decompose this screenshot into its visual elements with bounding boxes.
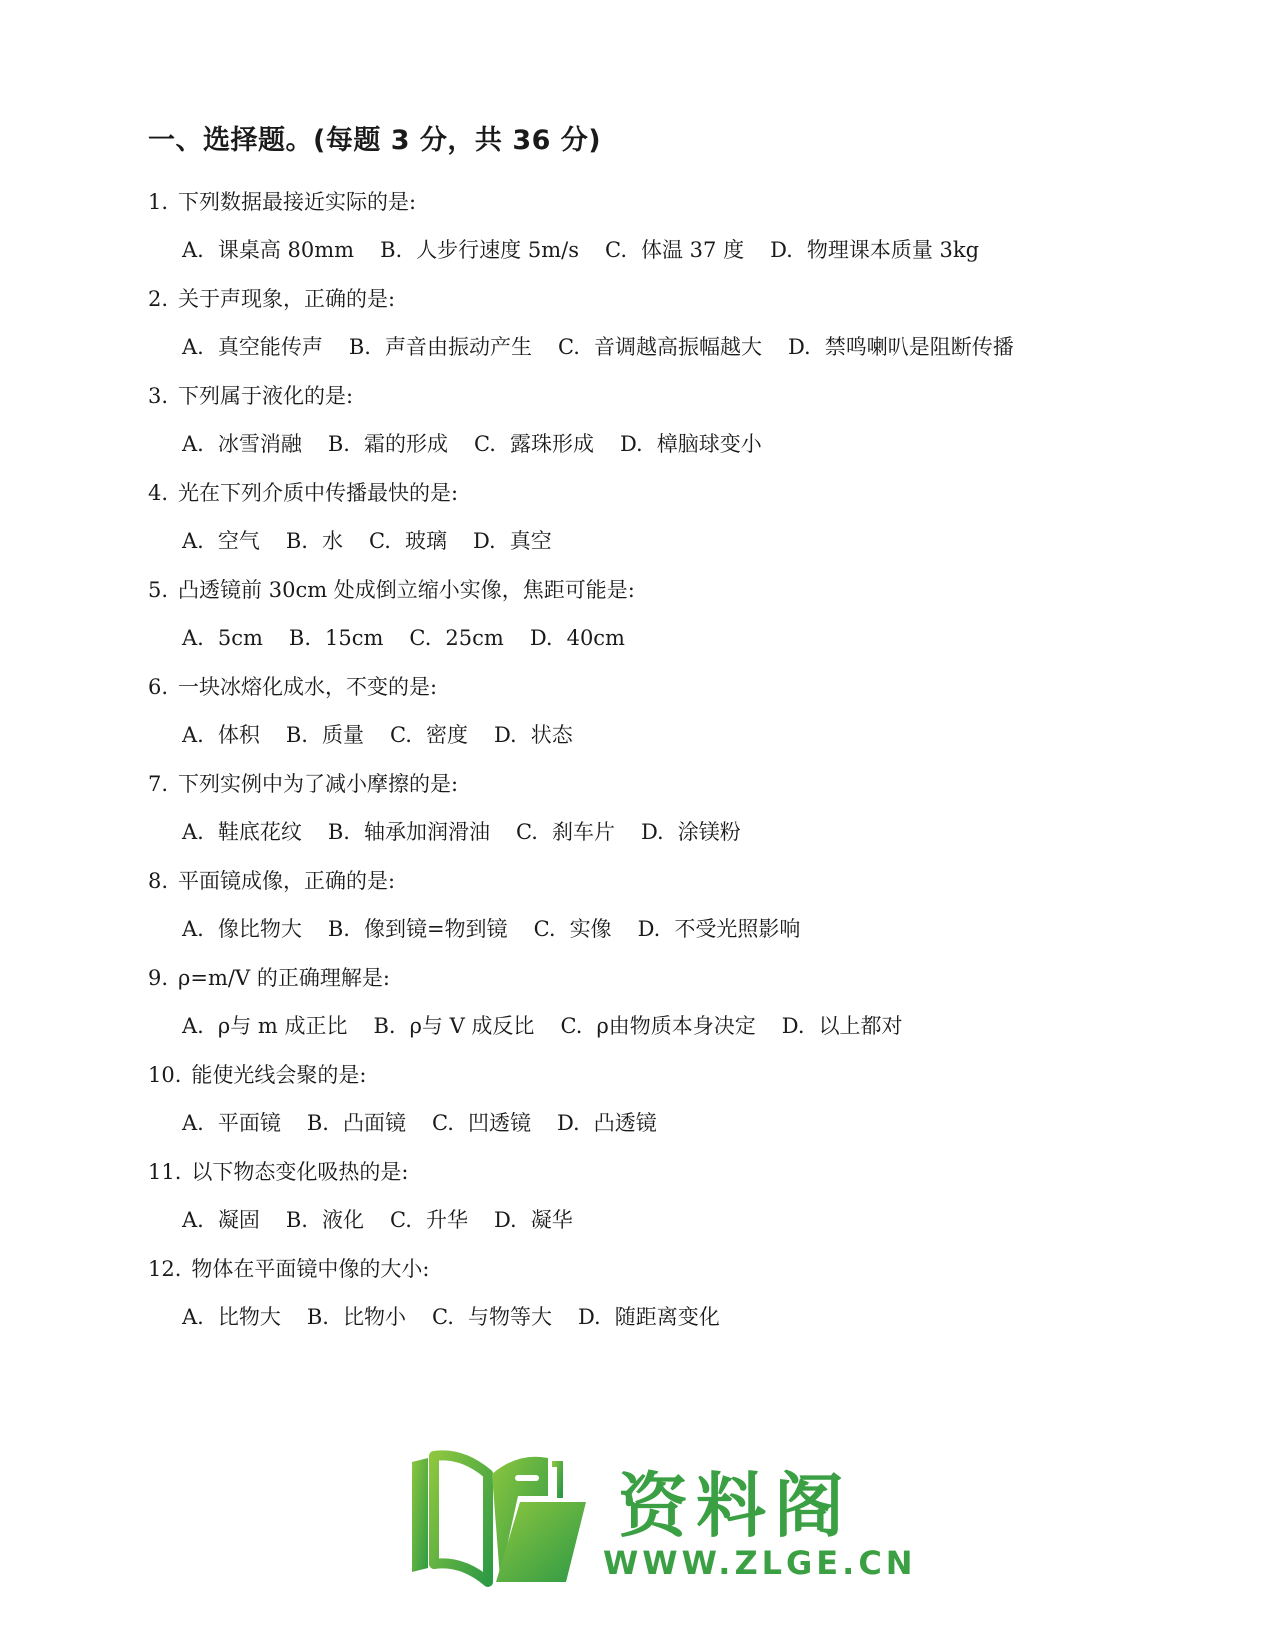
answer-option xyxy=(286,523,343,559)
answer-option xyxy=(390,1202,468,1238)
book-icon xyxy=(400,1448,600,1588)
answer-option xyxy=(578,1299,720,1335)
option-text: 凝华 xyxy=(530,1208,573,1232)
option-row xyxy=(148,426,1148,462)
option-row xyxy=(148,1299,1148,1335)
question-number: 5. xyxy=(148,578,169,602)
answer-option xyxy=(788,329,1014,365)
answer-option xyxy=(182,620,263,656)
option-letter: A. xyxy=(182,723,204,747)
option-text: 人步行速度 5m/s xyxy=(416,238,579,262)
answer-option xyxy=(534,911,612,947)
question-stem xyxy=(148,281,1148,329)
option-text: 与物等大 xyxy=(467,1305,552,1329)
option-text: 比物小 xyxy=(342,1305,406,1329)
option-row xyxy=(148,717,1148,753)
question-number: 12. xyxy=(148,1257,182,1281)
option-text: 升华 xyxy=(425,1208,468,1232)
answer-option xyxy=(782,1008,903,1044)
answer-option xyxy=(558,329,762,365)
option-letter: A. xyxy=(182,529,204,553)
question-text: 一块冰熔化成水，不变的是: xyxy=(178,675,438,699)
answer-option xyxy=(474,426,594,462)
question-text: 凸透镜前 30cm 处成倒立缩小实像，焦距可能是: xyxy=(178,578,635,602)
option-text: 空气 xyxy=(217,529,260,553)
option-letter: D. xyxy=(493,723,517,747)
answer-option xyxy=(373,1008,534,1044)
question-item xyxy=(148,863,1148,960)
option-letter: D. xyxy=(529,626,553,650)
option-text: 音调越高振幅越大 xyxy=(593,335,762,359)
question-item xyxy=(148,378,1148,475)
question-stem xyxy=(148,669,1148,717)
question-stem xyxy=(148,475,1148,523)
section-title: 一、选择题。(每题 3 分，共 36 分) xyxy=(148,125,602,156)
option-letter: C. xyxy=(431,1111,454,1135)
question-stem xyxy=(148,184,1148,232)
option-letter: A. xyxy=(182,626,204,650)
answer-option xyxy=(182,1299,281,1335)
answer-option xyxy=(369,523,447,559)
option-letter: C. xyxy=(605,238,627,262)
option-text: 随距离变化 xyxy=(614,1305,720,1329)
answer-option xyxy=(560,1008,755,1044)
question-stem xyxy=(148,766,1148,814)
option-text: 凸面镜 xyxy=(342,1111,406,1135)
answer-option xyxy=(182,1008,347,1044)
option-letter: B. xyxy=(327,820,350,844)
option-letter: D. xyxy=(619,432,643,456)
answer-option xyxy=(328,911,508,947)
option-row xyxy=(148,1105,1148,1141)
question-item xyxy=(148,1154,1148,1251)
answer-option xyxy=(182,1202,260,1238)
option-letter: A. xyxy=(182,1014,204,1038)
option-letter: B. xyxy=(306,1111,329,1135)
answer-option xyxy=(182,1105,281,1141)
option-text: 凹透镜 xyxy=(467,1111,531,1135)
question-item xyxy=(148,184,1148,281)
answer-option xyxy=(182,523,260,559)
option-letter: B. xyxy=(285,723,308,747)
option-text: 15cm xyxy=(325,626,384,650)
option-text: 实像 xyxy=(569,917,612,941)
answer-option xyxy=(494,717,573,753)
option-text: 比物大 xyxy=(217,1305,281,1329)
option-letter: A. xyxy=(182,432,204,456)
answer-option xyxy=(182,911,302,947)
option-letter: B. xyxy=(327,917,350,941)
answer-option xyxy=(516,814,615,850)
answer-option xyxy=(432,1299,552,1335)
question-list xyxy=(148,184,1148,1348)
site-logo xyxy=(400,1448,917,1588)
option-letter: A. xyxy=(182,1208,204,1232)
option-letter: B. xyxy=(306,1305,329,1329)
option-text: 像比物大 xyxy=(217,917,302,941)
option-letter: C. xyxy=(473,432,496,456)
option-letter: A. xyxy=(182,820,204,844)
question-text: 以下物态变化吸热的是: xyxy=(191,1160,409,1184)
question-text: 下列实例中为了减小摩擦的是: xyxy=(178,772,459,796)
question-number: 7. xyxy=(148,772,169,796)
option-text: 涂镁粉 xyxy=(677,820,741,844)
question-stem xyxy=(148,1251,1148,1299)
question-text: 光在下列介质中传播最快的是: xyxy=(178,481,459,505)
answer-option xyxy=(641,814,741,850)
answer-option xyxy=(182,814,302,850)
option-text: ρ与 V 成反比 xyxy=(409,1014,535,1038)
option-letter: D. xyxy=(577,1305,601,1329)
option-letter: D. xyxy=(787,335,811,359)
question-text: 下列数据最接近实际的是: xyxy=(178,190,417,214)
brand-name: 资料阁 xyxy=(618,1465,852,1547)
option-letter: C. xyxy=(557,335,580,359)
answer-option xyxy=(473,523,552,559)
option-letter: C. xyxy=(368,529,391,553)
answer-option xyxy=(380,232,579,268)
option-row xyxy=(148,523,1148,559)
answer-option xyxy=(307,1299,406,1335)
option-row xyxy=(148,814,1148,850)
question-stem xyxy=(148,1057,1148,1105)
option-text: 状态 xyxy=(530,723,573,747)
option-text: 平面镜 xyxy=(217,1111,281,1135)
question-text: 平面镜成像，正确的是: xyxy=(178,869,396,893)
option-letter: A. xyxy=(182,1305,204,1329)
question-number: 8. xyxy=(148,869,169,893)
option-letter: C. xyxy=(533,917,556,941)
option-letter: C. xyxy=(431,1305,454,1329)
answer-option xyxy=(328,426,448,462)
question-number: 3. xyxy=(148,384,169,408)
option-letter: D. xyxy=(640,820,664,844)
option-text: 刹车片 xyxy=(551,820,615,844)
option-text: 声音由振动产生 xyxy=(384,335,532,359)
answer-option xyxy=(182,329,323,365)
option-letter: C. xyxy=(409,626,432,650)
answer-option xyxy=(557,1105,657,1141)
option-letter: A. xyxy=(182,238,204,262)
option-row xyxy=(148,232,1148,268)
option-letter: B. xyxy=(327,432,350,456)
option-letter: B. xyxy=(288,626,311,650)
answer-option xyxy=(289,620,384,656)
option-letter: A. xyxy=(182,1111,204,1135)
option-text: 鞋底花纹 xyxy=(217,820,302,844)
answer-option xyxy=(286,1202,364,1238)
answer-option xyxy=(770,232,979,268)
answer-option xyxy=(638,911,801,947)
option-letter: D. xyxy=(637,917,661,941)
answer-option xyxy=(390,717,468,753)
question-item xyxy=(148,766,1148,863)
option-text: 凸透镜 xyxy=(593,1111,657,1135)
option-letter: D. xyxy=(556,1111,580,1135)
answer-option xyxy=(182,232,354,268)
option-letter: B. xyxy=(285,1208,308,1232)
option-text: 冰雪消融 xyxy=(217,432,302,456)
answer-option xyxy=(182,717,260,753)
answer-option xyxy=(286,717,364,753)
option-text: 水 xyxy=(321,529,343,553)
option-letter: B. xyxy=(380,238,403,262)
question-number: 1. xyxy=(148,190,169,214)
option-text: 真空 xyxy=(509,529,552,553)
question-number: 4. xyxy=(148,481,169,505)
question-stem xyxy=(148,1154,1148,1202)
option-letter: A. xyxy=(182,335,204,359)
answer-option xyxy=(530,620,625,656)
question-number: 6. xyxy=(148,675,169,699)
option-text: 液化 xyxy=(321,1208,364,1232)
question-stem xyxy=(148,960,1148,1008)
option-text: 质量 xyxy=(321,723,364,747)
option-letter: C. xyxy=(389,723,412,747)
option-row xyxy=(148,329,1148,365)
option-text: 以上都对 xyxy=(818,1014,903,1038)
question-item xyxy=(148,1057,1148,1154)
question-number: 10. xyxy=(148,1063,182,1087)
question-text: 下列属于液化的是: xyxy=(178,384,354,408)
option-letter: D. xyxy=(472,529,496,553)
question-number: 9. xyxy=(148,966,169,990)
option-letter: C. xyxy=(389,1208,412,1232)
question-item xyxy=(148,475,1148,572)
question-number: 11. xyxy=(148,1160,182,1184)
answer-option xyxy=(494,1202,573,1238)
question-stem xyxy=(148,572,1148,620)
option-text: 凝固 xyxy=(217,1208,260,1232)
option-text: 物理课本质量 3kg xyxy=(806,238,980,262)
option-text: 5cm xyxy=(217,626,263,650)
question-text: 物体在平面镜中像的大小: xyxy=(191,1257,430,1281)
option-text: 25cm xyxy=(445,626,504,650)
option-row xyxy=(148,911,1148,947)
option-text: 课桌高 80mm xyxy=(217,238,355,262)
option-text: 密度 xyxy=(425,723,468,747)
option-letter: B. xyxy=(285,529,308,553)
option-letter: C. xyxy=(515,820,538,844)
question-text: 能使光线会聚的是: xyxy=(191,1063,367,1087)
answer-option xyxy=(349,329,532,365)
option-text: 体温 37 度 xyxy=(641,238,745,262)
question-text: ρ=m/V 的正确理解是: xyxy=(178,966,390,990)
option-text: 轴承加润滑油 xyxy=(363,820,490,844)
answer-option xyxy=(409,620,503,656)
option-letter: A. xyxy=(182,917,204,941)
question-item xyxy=(148,1251,1148,1348)
answer-option xyxy=(432,1105,531,1141)
option-text: 不受光照影响 xyxy=(674,917,801,941)
option-letter: D. xyxy=(493,1208,517,1232)
option-text: 禁鸣喇叭是阻断传播 xyxy=(824,335,1014,359)
option-text: 体积 xyxy=(217,723,260,747)
question-stem xyxy=(148,863,1148,911)
option-text: 玻璃 xyxy=(404,529,447,553)
brand-url: WWW.ZLGE.CN xyxy=(603,1544,917,1582)
option-letter: D. xyxy=(781,1014,805,1038)
option-text: ρ与 m 成正比 xyxy=(217,1014,348,1038)
question-number: 2. xyxy=(148,287,169,311)
option-letter: D. xyxy=(770,238,793,262)
option-letter: C. xyxy=(560,1014,583,1038)
option-text: 像到镜=物到镜 xyxy=(363,917,508,941)
answer-option xyxy=(328,814,490,850)
question-stem xyxy=(148,378,1148,426)
option-letter: B. xyxy=(348,335,371,359)
answer-option xyxy=(307,1105,406,1141)
question-item xyxy=(148,960,1148,1057)
option-text: 露珠形成 xyxy=(509,432,594,456)
answer-option xyxy=(605,232,744,268)
option-text: 40cm xyxy=(566,626,625,650)
option-row xyxy=(148,1008,1148,1044)
option-text: ρ由物质本身决定 xyxy=(596,1014,756,1038)
question-item xyxy=(148,669,1148,766)
answer-option xyxy=(182,426,302,462)
question-item xyxy=(148,572,1148,669)
option-row xyxy=(148,620,1148,656)
option-text: 霜的形成 xyxy=(363,432,448,456)
option-letter: B. xyxy=(373,1014,396,1038)
option-text: 真空能传声 xyxy=(217,335,323,359)
answer-option xyxy=(620,426,762,462)
question-item xyxy=(148,281,1148,378)
option-row xyxy=(148,1202,1148,1238)
question-text: 关于声现象，正确的是: xyxy=(178,287,396,311)
option-text: 樟脑球变小 xyxy=(656,432,762,456)
